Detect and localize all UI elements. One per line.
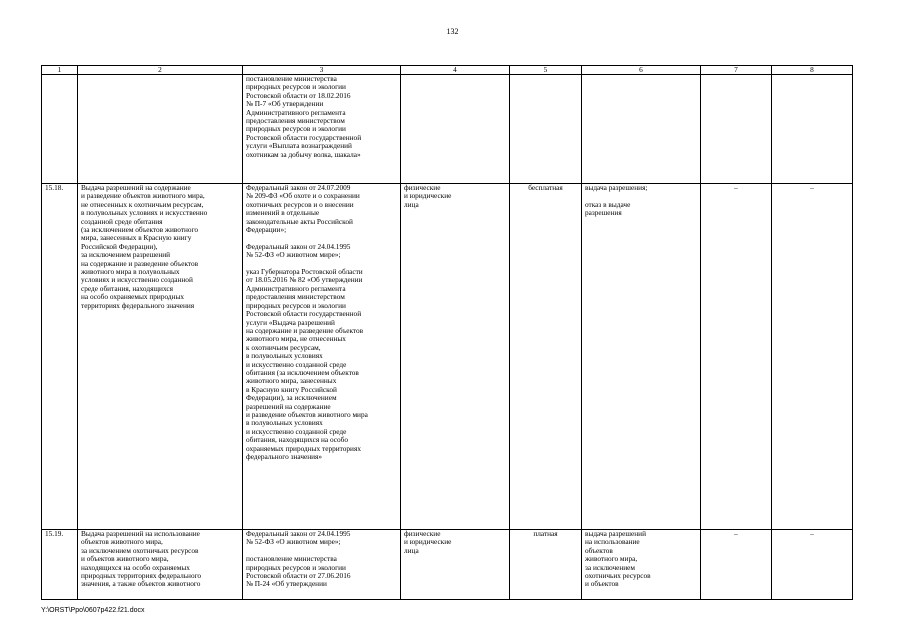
cell-text-line: постановление министерства [246,74,337,83]
cell-text-line: территориях федерального значения [81,300,195,310]
cell-text-line: Выдача разрешений на использование [81,529,200,538]
cell-text-line: природных ресурсов и экологии [246,82,346,92]
legal-basis-cell [243,530,401,600]
cell-text-line: в полувольных условиях [246,418,323,428]
cell-text-line: услуги «Выплата вознаграждений [246,141,352,151]
cell-text-line: находящихся на особо охраняемых [81,562,190,572]
table-row [42,75,853,184]
service-name-cell [78,75,243,184]
cell-text-line: и юридические [404,537,452,547]
cell-text-line: на использование [585,537,640,547]
cell-text-line: охотникам за добычу волка, шакала» [246,149,361,159]
cell-text-line: выдача разрешений [585,529,646,538]
cell-text-line: постановление министерства [246,554,337,564]
cell-text-line: значения, а также объектов животного [81,579,201,589]
result-cell [582,184,701,530]
cell-text-line: и объектов [585,579,619,589]
cell-text-line: № П-7 «Об утверждении [246,99,324,109]
cell-text-line: № 52-ФЗ «О животном мире»; [246,250,341,260]
cell-text-line: и юридические [404,191,452,201]
cell-text-line: Ростовской области от 27.06.2016 [246,571,351,581]
legal-basis-cell [243,184,401,530]
cell-text-line: объектов [585,545,613,555]
cell-text-line: Федеральный закон от 24.04.1995 [246,529,351,538]
column-7-cell [701,75,772,184]
row-number-cell [42,75,78,184]
cell-text-line: к охотничьим ресурсам, [246,342,321,352]
cell-text-line: и искусственно созданной среде [246,359,347,369]
column-number: 4 [401,66,510,75]
cell-text-line: выдача разрешения; [585,183,648,192]
cell-text-line: на содержание и разведение объектов [81,258,199,268]
cell-text-line: и разведение объектов животного мира [246,409,368,419]
cell-text-line: Ростовской области государственной [246,309,362,319]
page-number: 132 [446,27,459,36]
cell-text-line: предоставления министерством [246,116,345,126]
column-7-cell: – [701,530,772,600]
column-number: 6 [582,66,701,75]
cell-text-line: на особо охраняемых природных [81,292,185,302]
cell-text-line: условиях и искусственно созданной [81,275,193,285]
cell-text-line: лица [404,199,419,209]
service-name-cell [78,530,243,600]
cell-text-line: федерального значения» [246,452,323,461]
cell-text-line: мира, занесенных в Красную книгу [81,233,192,243]
cell-text-line: обитания (за исключением объектов [246,367,359,377]
cell-text-line: охотничьих ресурсов [585,571,651,581]
cell-text-line: от 18.05.2016 № 82 «Об утверждении [246,275,363,285]
cell-text-line: охотничьих ресурсов и о внесении [246,199,354,209]
column-number: 1 [42,66,78,75]
cell-text-line: не отнесенных к охотничьим ресурсам, [81,199,204,209]
cell-text-line: природных ресурсов и экологии [246,300,346,310]
cell-text-line: природных ресурсов и экологии [246,124,346,134]
cell-text-line: природных ресурсов и экологии [246,562,346,572]
cell-text-line: Федеральный закон от 24.07.2009 [246,183,351,192]
column-number: 8 [772,66,853,75]
cell-text-line: № 52-ФЗ «О животном мире»; [246,537,341,547]
cell-text-line: на содержание и разведение объектов [246,325,364,335]
cell-text-line: № 209-ФЗ «Об охоте и о сохранении [246,191,360,201]
cell-text-line: Ростовской области от 18.02.2016 [246,90,351,100]
fee-cell: платная [510,530,582,600]
cell-text-line: и объектов животного мира, [81,554,169,564]
cell-text-line: среде обитания, находящихся [81,283,173,293]
cell-text-line: Федерации), за исключением [246,393,337,403]
fee-cell: бесплатная [510,184,582,530]
cell-text-line: обитания, находящихся на особо [246,435,349,445]
cell-text-line: животного мира, [585,554,638,564]
applicants-cell [401,75,510,184]
cell-text-line: за исключением разрешений [81,250,171,260]
cell-text-line: разрешений на содержание [246,401,331,411]
cell-text-line: физические [404,529,441,538]
cell-text-line: в полувольных условиях и искусственно [81,208,208,218]
cell-text-line: Выдача разрешений на содержание [81,183,191,192]
cell-text-line: объектов животного мира, [81,537,163,547]
column-number-row [42,66,853,75]
cell-text-line: Административного регламента [246,283,346,293]
cell-text-line: Федерации»; [246,225,287,235]
result-cell [582,530,701,600]
document-file-path: Y:\ORST\Ppo\0607p422.f21.docx [41,607,145,614]
column-number: 3 [243,66,401,75]
cell-text-line: № П-24 «Об утверждении [246,579,327,589]
cell-text-line: животного мира в полувольных [81,267,180,277]
column-8-cell [772,75,853,184]
cell-text-line: Административного регламента [246,107,346,117]
column-number: 5 [510,66,582,75]
column-7-cell: – [701,184,772,530]
cell-text-line: за исключением охотничьих ресурсов [81,545,199,555]
cell-text-line: законодательные акты Российской [246,216,353,226]
cell-text-line: животного мира, занесенных [246,376,337,386]
cell-text-line: физические [404,183,441,192]
cell-text-line: и разведение объектов животного мира, [81,191,205,201]
cell-text-line: изменений в отдельные [246,208,320,218]
cell-text-line: (за исключением объектов животного [81,225,199,235]
row-number-cell: 15.18. [42,184,78,530]
cell-text-line: Российской Федерации), [81,241,158,251]
column-8-cell: – [772,530,853,600]
cell-text-line: отказ в выдаче [585,199,631,209]
cell-text-line: предоставления министерством [246,292,345,302]
cell-text-line: и искусственно созданной среде [246,426,347,436]
cell-text-line: за исключением [585,562,636,572]
cell-text-line: услуги «Выдача разрешений [246,317,335,327]
cell-text-line: разрешения [585,208,622,218]
column-8-cell: – [772,184,853,530]
cell-text-line: Ростовской области государственной [246,132,362,142]
service-name-cell [78,184,243,530]
cell-text-line: лица [404,545,419,555]
cell-text-line: указ Губернатора Ростовской области [246,267,363,277]
cell-text-line: в полувольных условиях [246,351,323,361]
result-cell [582,75,701,184]
services-table [41,65,853,600]
fee-cell [510,75,582,184]
table-row [42,530,853,600]
legal-basis-cell [243,75,401,184]
cell-text-line: природных территориях федерального [81,571,202,581]
applicants-cell [401,184,510,530]
column-number: 7 [701,66,772,75]
cell-text-line: животного мира, не отнесенных [246,334,346,344]
row-number-cell: 15.19. [42,530,78,600]
column-number: 2 [78,66,243,75]
applicants-cell [401,530,510,600]
cell-text-line: Федеральный закон от 24.04.1995 [246,241,351,251]
cell-text-line: охраняемых природных территориях [246,443,361,453]
cell-text-line: в Красную книгу Российской [246,384,337,394]
cell-text-line: созданной среде обитания [81,216,163,226]
table-row [42,184,853,530]
